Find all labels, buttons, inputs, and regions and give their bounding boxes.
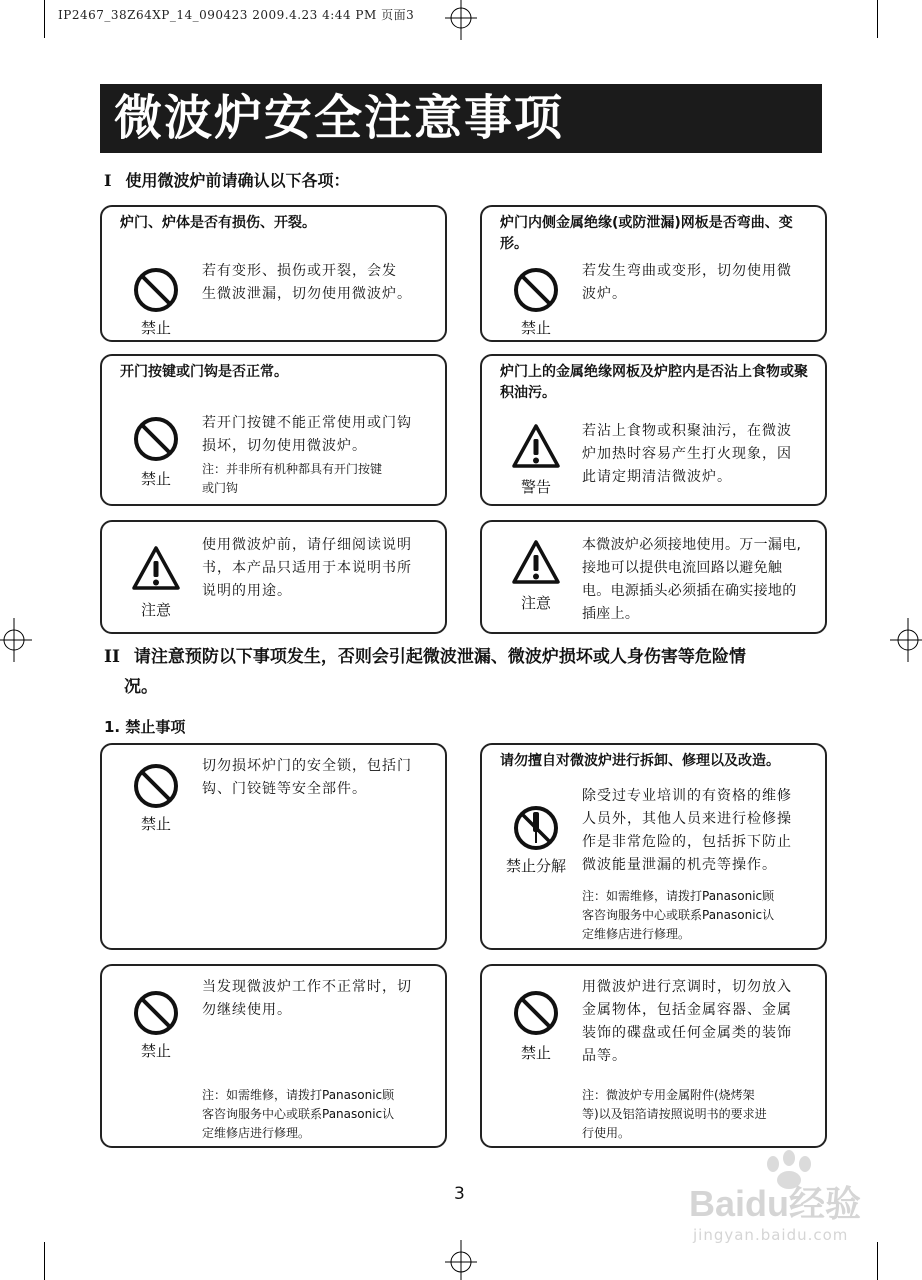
section-1-title: 使用微波炉前请确认以下各项： bbox=[125, 171, 350, 190]
card-note bbox=[582, 887, 774, 944]
card-body bbox=[202, 534, 412, 603]
card-heading: 请勿擅自对微波炉进行拆卸、修理以及改造。 bbox=[500, 753, 780, 769]
icon-label: 禁止分解 bbox=[505, 857, 566, 875]
crop-mark bbox=[44, 0, 45, 38]
card-body bbox=[582, 785, 792, 877]
section-2-title-cont: 况。 bbox=[124, 677, 158, 697]
card-note bbox=[582, 1086, 767, 1143]
card-body-line: 勿继续使用。 bbox=[202, 1002, 292, 1018]
prohibition-icon bbox=[131, 414, 181, 464]
icon-label: 禁止 bbox=[520, 319, 551, 337]
card-note-line: 注：如需维修，请拨打Panasonic顾 bbox=[582, 889, 775, 903]
card-note-line: 或门钩 bbox=[202, 481, 239, 495]
icon-label: 禁止 bbox=[140, 1042, 171, 1060]
card-body-line: 品等。 bbox=[582, 1048, 627, 1064]
safety-card-read-manual bbox=[100, 520, 447, 634]
card-body-line: 插座上。 bbox=[582, 606, 640, 622]
card-note-line: 定维修店进行修理。 bbox=[582, 927, 691, 941]
icon-label: 警告 bbox=[520, 478, 551, 496]
prohibition-icon bbox=[131, 265, 181, 315]
card-note-line: 行使用。 bbox=[582, 1126, 631, 1140]
card-body-line: 若有变形、损伤或开裂，会发 bbox=[202, 263, 397, 279]
icon-label: 禁止 bbox=[140, 319, 171, 337]
card-body-line: 说明的用途。 bbox=[202, 583, 292, 599]
prohibition-icon bbox=[511, 265, 561, 315]
card-body-line: 若开门按键不能正常使用或门钩 bbox=[202, 415, 412, 431]
card-body-line: 金属物体，包括金属容器、金属 bbox=[582, 1002, 792, 1018]
prohibition-icon bbox=[131, 761, 181, 811]
card-body-line: 波炉。 bbox=[582, 286, 627, 302]
card-body-line: 切勿损坏炉门的安全锁，包括门 bbox=[202, 758, 412, 774]
card-body-line: 微波能量泄漏的机壳等操作。 bbox=[582, 857, 777, 873]
card-body-line: 钩、门铰链等安全部件。 bbox=[202, 781, 367, 797]
card-body bbox=[582, 420, 792, 489]
card-body-line: 炉加热时容易产生打火现象，因 bbox=[582, 446, 792, 462]
card-body-line: 用微波炉进行烹调时，切勿放入 bbox=[582, 979, 792, 995]
prohibition-icon bbox=[131, 988, 181, 1038]
warning-icon bbox=[131, 544, 181, 594]
registration-mark bbox=[445, 1240, 477, 1280]
safety-card-grounding bbox=[480, 520, 827, 634]
section-1-heading bbox=[104, 168, 350, 194]
card-note-line: 注：并非所有机种都具有开门按键 bbox=[202, 462, 383, 476]
card-body-line: 装饰的碟盘或任何金属类的装饰 bbox=[582, 1025, 792, 1041]
registration-mark bbox=[0, 618, 32, 662]
card-body-line: 此请定期清洁微波炉。 bbox=[582, 469, 732, 485]
card-body bbox=[202, 976, 412, 1022]
section-2-title: 请注意预防以下事项发生，否则会引起微波泄漏、微波炉损坏或人身伤害等危险情 bbox=[133, 647, 746, 667]
card-body-line: 人员外，其他人员来进行检修操 bbox=[582, 811, 792, 827]
card-heading: 炉门内侧金属绝缘(或防泄漏)网板是否弯曲、变形。 bbox=[500, 215, 793, 252]
watermark-brand: Baidu经验 bbox=[689, 1183, 862, 1224]
card-note bbox=[202, 1086, 394, 1143]
section-2-number: II bbox=[104, 647, 120, 667]
icon-label: 注意 bbox=[520, 594, 551, 612]
watermark bbox=[689, 1150, 884, 1250]
safety-card-door-button bbox=[100, 354, 447, 506]
safety-card-safety-lock bbox=[100, 743, 447, 950]
card-note-line: 客咨询服务中心或联系Panasonic认 bbox=[582, 908, 775, 922]
card-body-line: 生微波泄漏，切勿使用微波炉。 bbox=[202, 286, 412, 302]
page-title: 微波炉安全注意事项 bbox=[114, 90, 565, 146]
card-heading: 开门按键或门钩是否正常。 bbox=[120, 364, 288, 380]
safety-card-no-disassembly bbox=[480, 743, 827, 950]
card-body bbox=[582, 534, 801, 626]
page-number: 3 bbox=[454, 1184, 465, 1204]
icon-label: 禁止 bbox=[140, 470, 171, 488]
card-body-line: 使用微波炉前，请仔细阅读说明 bbox=[202, 537, 412, 553]
card-body bbox=[582, 260, 792, 306]
card-body bbox=[202, 412, 412, 458]
card-heading: 炉门、炉体是否有损伤、开裂。 bbox=[120, 215, 316, 231]
card-body bbox=[582, 976, 792, 1068]
card-note-line: 注：微波炉专用金属附件(烧烤架 bbox=[582, 1088, 755, 1102]
card-body-line: 若发生弯曲或变形，切勿使用微 bbox=[582, 263, 792, 279]
safety-card-door-damage bbox=[100, 205, 447, 342]
no-disassembly-icon bbox=[511, 803, 561, 853]
card-note-line: 客咨询服务中心或联系Panasonic认 bbox=[202, 1107, 395, 1121]
subsection-1-heading: 1. 禁止事项 bbox=[104, 718, 186, 736]
card-body-line: 除受过专业培训的有资格的维修 bbox=[582, 788, 792, 804]
card-body-line: 本微波炉必须接地使用。万一漏电, bbox=[582, 537, 802, 553]
card-body bbox=[202, 755, 412, 801]
crop-mark bbox=[44, 1242, 45, 1280]
safety-card-food-residue bbox=[480, 354, 827, 506]
card-note bbox=[202, 460, 382, 498]
safety-card-abnormal-operation bbox=[100, 964, 447, 1148]
icon-label: 禁止 bbox=[520, 1044, 551, 1062]
print-meta-line: IP2467_38Z64XP_14_090423 2009.4.23 4:44 PM 页面3 bbox=[58, 8, 415, 22]
card-body-line: 电。电源插头必须插在确实接地的 bbox=[582, 583, 797, 599]
crop-mark bbox=[877, 0, 878, 38]
prohibition-icon bbox=[511, 988, 561, 1038]
card-note-line: 定维修店进行修理。 bbox=[202, 1126, 311, 1140]
icon-label: 注意 bbox=[140, 601, 171, 619]
card-body-line: 当发现微波炉工作不正常时，切 bbox=[202, 979, 412, 995]
watermark-url: jingyan.baidu.com bbox=[693, 1226, 849, 1244]
card-body-line: 作是非常危险的，包括拆下防止 bbox=[582, 834, 792, 850]
card-body-line: 若沾上食物或积聚油污，在微波 bbox=[582, 423, 792, 439]
page-title-bar bbox=[100, 84, 822, 153]
card-heading: 炉门上的金属绝缘网板及炉腔内是否沾上食物或聚积油污。 bbox=[500, 364, 808, 401]
section-2-heading bbox=[104, 642, 824, 702]
card-body-line: 书，本产品只适用于本说明书所 bbox=[202, 560, 412, 576]
warning-icon bbox=[511, 422, 561, 472]
registration-mark bbox=[445, 0, 477, 40]
card-note-line: 等)以及铝箔请按照说明书的要求进 bbox=[582, 1107, 767, 1121]
card-note-line: 注：如需维修，请拨打Panasonic顾 bbox=[202, 1088, 395, 1102]
section-1-number: I bbox=[104, 171, 112, 190]
warning-icon bbox=[511, 538, 561, 588]
card-body-line: 接地可以提供电流回路以避免触 bbox=[582, 560, 783, 576]
icon-label: 禁止 bbox=[140, 815, 171, 833]
safety-card-metal-objects bbox=[480, 964, 827, 1148]
registration-mark bbox=[890, 618, 922, 662]
card-body-line: 损坏，切勿使用微波炉。 bbox=[202, 438, 367, 454]
card-body bbox=[202, 260, 412, 306]
safety-card-mesh-bent bbox=[480, 205, 827, 342]
